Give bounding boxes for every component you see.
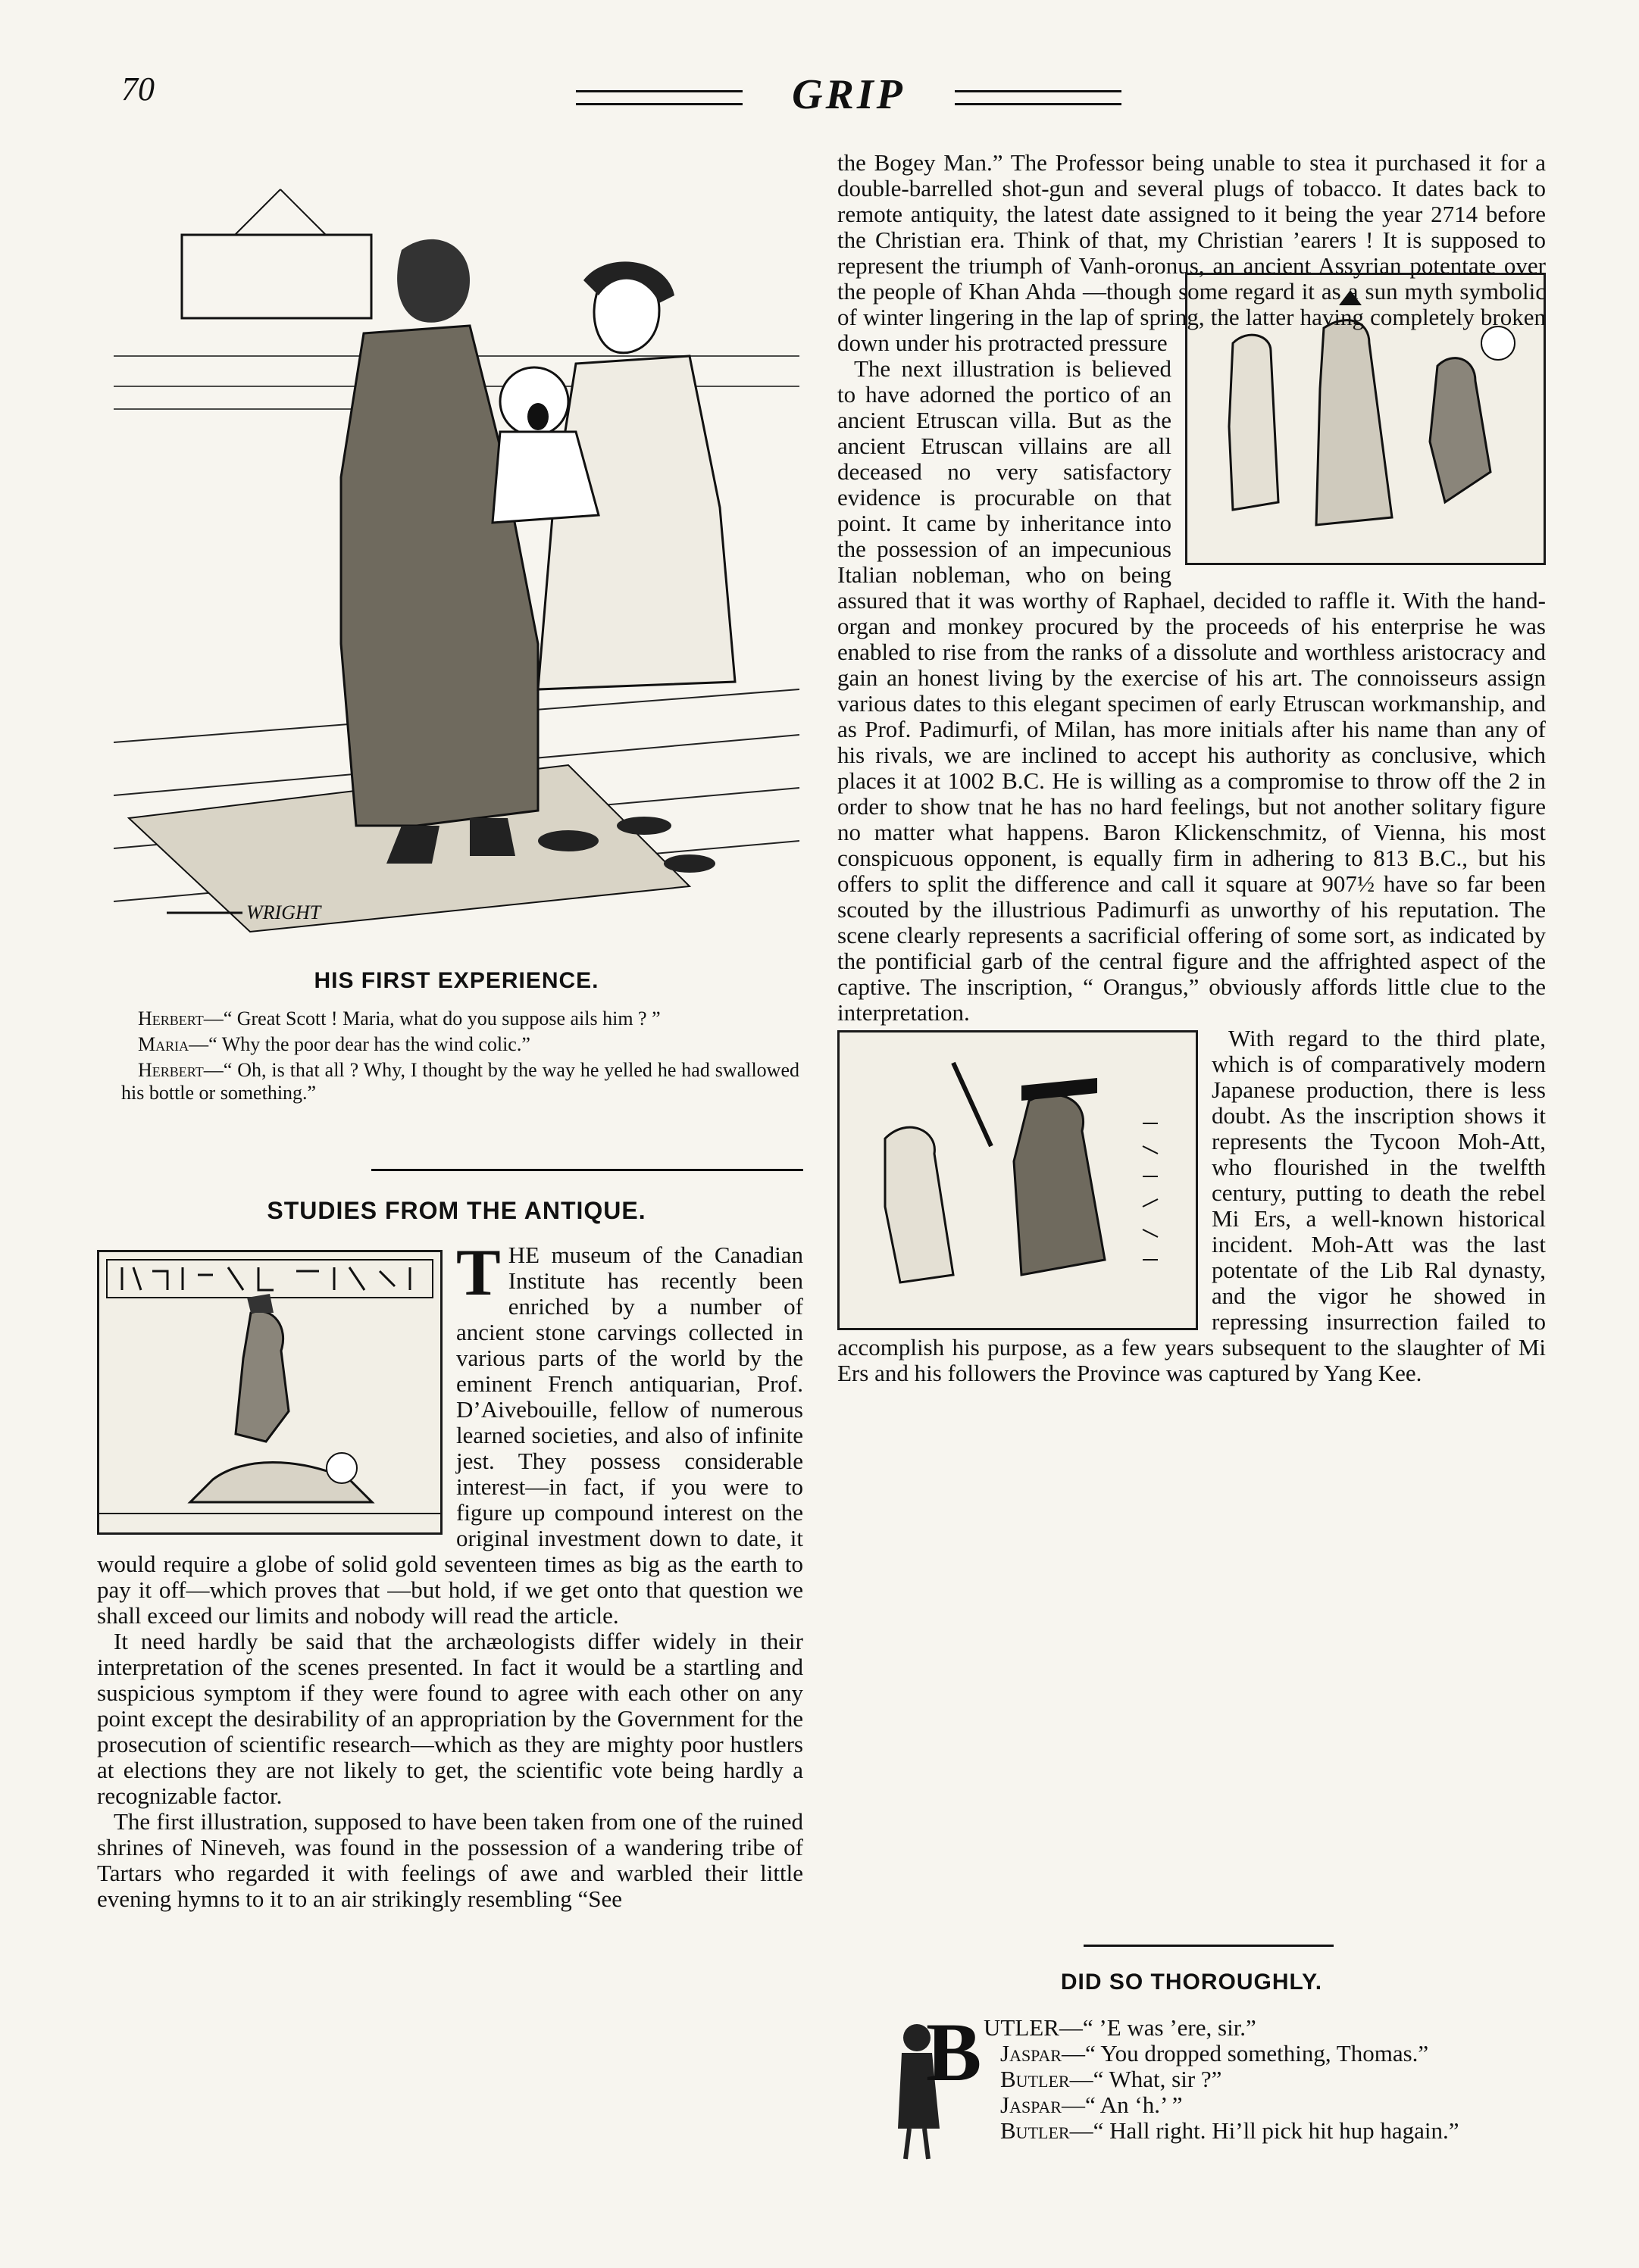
joke-text: —“ What, sir ?” — [1069, 2066, 1222, 2092]
carving-drawing-3 — [840, 1032, 1196, 1328]
article-paragraph: the Bogey Man.” The Professor being unable to stea it purchased it for a double-barrelled shot-gun and several plugs of tobacco. It dates back to remote antiquity, the latest date assigned to it being the year 2714 before the Christian era. Think of that, my Christian ’earers ! It is supposed to represent the triumph of Vanh-oronus, an ancient Assyrian potentate over the people of Khan Ahda —though some regard it as a sun myth symbolic of winter lingering in the lap of spring, the latter having completely broken down under his protracted pressure — [837, 149, 1546, 356]
joke-text: UTLER—“ ’E was ’ere, sir.” — [984, 2014, 1256, 2041]
joke-line — [887, 2067, 1546, 2092]
cartoon-title: HIS FIRST EXPERIENCE. — [314, 968, 599, 993]
cartoon-caption — [121, 1007, 799, 1107]
cartoon-drawing — [114, 159, 799, 939]
masthead — [576, 72, 1121, 117]
article-paragraph: The next illustration is believed to have adorned the portico of an ancient Etruscan villa. But as the ancient Etruscan villains are all deceased no very satisfactory evidence is procurable on that point. It came by inheritance into the possession of an impecunious Italian nobleman, who on being assured that it was worthy of Raphael, decided to raffle it. With the hand-organ and monkey procured by the proceeds of his enterprise he was enabled to rise from the ranks of a dissolute and worthless aristocracy and gain an honest living by the exercise of his art. The connoisseurs assign various dates to this elegant specimen of early Etruscan workmanship, and as Prof. Padimurfi, of Milan, has more initials after his name than any of his rivals, we are inclined to accept his authority as conclusive, which places it at 1002 B.C. He is willing as a compromise to throw off the 2 in order to show tnat he has no hard feelings, but not another solitary figure no matter what happens. Baron Klickenschmitz, of Vienna, his most conspicuous opponent, is equally firm in adhering to 813 B.C., but his offers to split the difference and call it square at 907½ have so far been scouted by the illustrious Padimurfi as unworthy of his reputation. The scene clearly represents a sacrificial offering of some sort, as indicated by the pontificial garb of the central figure and the affrighted aspect of the captive. The inscription, “ Orangus,” obviously affords little clue to the interpretation. — [837, 355, 1546, 1026]
butler-drop-cap-illustration — [887, 2006, 982, 2166]
article-paragraph: It need hardly be said that the archæologists differ widely in their interpretation of the scenes presented. In fact it would be a startling and suspicious symptom if they were found to agree with each other on any point except the desirability of an appropriation by the Government for the prosecution of scientific research—which as they are mighty poor hustlers at elections they are not likely to get, the scientific vote being hardly a recognizable factor. — [97, 1628, 803, 1809]
article-right-column — [837, 150, 1546, 1386]
cartoon-illustration — [114, 159, 799, 939]
caption-speaker: Herbert — [138, 1007, 204, 1029]
masthead-title: GRIP — [792, 71, 906, 118]
joke-text: —“ An ‘h.’ ” — [1061, 2091, 1183, 2118]
article-paragraph: The first illustration, supposed to have been taken from one of the ruined shrines of Nineveh, was found in the possession of a wandering tribe of Tartars who regarded it with feelings of awe and warbled their little evening hymns to it to an air strikingly resembling “See — [97, 1808, 803, 1912]
joke-line — [887, 2015, 1546, 2041]
carving-drawing-1 — [99, 1252, 440, 1532]
joke-text: —“ Hall right. Hi’ll pick hit hup hagain.” — [1069, 2117, 1459, 2144]
caption-line — [121, 1059, 799, 1104]
drop-cap-b: B — [926, 2006, 982, 2098]
joke-speaker: Butler — [1000, 2117, 1070, 2144]
joke-speaker: Jaspar — [1000, 2040, 1062, 2067]
article-paragraph: With regard to the third plate, which is of comparatively modern Japanese production, there is less doubt. As the inscription shows it represents the Tycoon Moh-Att, who flourished in the twelfth century, putting to death the rebel Mi Ers, a well-known historical incident. Moh-Att was the last potentate of the Lib Ral dynasty, and the vigor he showed in repressing insurrection failed to accomplish his purpose, as a few years subsequent to the slaughter of Mi Ers and his followers the Province was captured by Yang Kee. — [837, 1025, 1546, 1386]
japanese-carving-illustration — [837, 1030, 1198, 1330]
cartoon-signature: WRIGHT — [246, 901, 321, 923]
joke-speaker: Butler — [1000, 2066, 1070, 2092]
caption-text: —“ Why the poor dear has the wind colic.” — [189, 1033, 530, 1055]
joke-line — [887, 2092, 1546, 2118]
joke-line — [887, 2118, 1546, 2144]
joke-body — [887, 2006, 1546, 2171]
caption-speaker: Herbert — [138, 1059, 204, 1081]
assyrian-carving-illustration — [97, 1250, 443, 1535]
section-divider — [1084, 1945, 1334, 1947]
article-left-column — [97, 1236, 803, 1912]
masthead-ornament-right — [955, 90, 1121, 105]
caption-speaker: Maria — [138, 1033, 189, 1055]
caption-text: —“ Oh, is that all ? Why, I thought by the way he yelled he had swallowed his bottle or something.” — [121, 1059, 799, 1104]
page-number: 70 — [121, 70, 155, 108]
caption-line — [121, 1007, 799, 1030]
caption-text: —“ Great Scott ! Maria, what do you suppose ails him ? ” — [203, 1007, 661, 1029]
joke-text: —“ You dropped something, Thomas.” — [1061, 2040, 1429, 2067]
caption-line — [121, 1033, 799, 1056]
joke-line — [887, 2041, 1546, 2067]
paragraph-text: HE museum of the Canadian Institute has recently been enriched by a number of ancient stone carvings collected in various parts of the world by the eminent French antiquarian, Prof. D’Aivebouille, fellow of numerous learned societies, and also of infinite jest. They possess considerable interest—in fact, if you were to figure up compound interest on the original investment down to date, it would require a globe of solid gold seventeen times as big as the earth to pay it off—which proves that —but hold, if we get onto that question we shall exceed our limits and nobody will read the article. — [97, 1242, 803, 1629]
drop-cap-t: T — [456, 1236, 501, 1310]
section-divider — [371, 1169, 803, 1171]
article-title: STUDIES FROM THE ANTIQUE. — [267, 1197, 646, 1224]
joke-title: DID SO THOROUGHLY. — [1060, 1970, 1323, 1995]
joke-speaker: Jaspar — [1000, 2091, 1062, 2118]
